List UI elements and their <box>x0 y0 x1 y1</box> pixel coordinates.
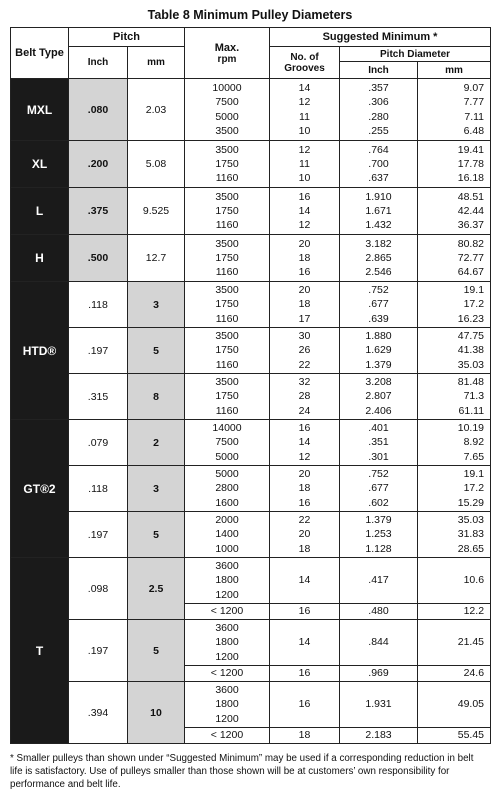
pd-inch-cell-value: 2.807 <box>365 390 392 403</box>
pd-inch-cell-value: .764 <box>368 143 389 156</box>
pd-mm-cell-value: 6.48 <box>463 124 485 137</box>
pd-inch-cell <box>340 374 418 420</box>
grooves-cell-value: 22 <box>298 514 311 527</box>
pitch-inch-cell: .118 <box>69 282 128 328</box>
pd-mm-cell <box>418 512 491 558</box>
header-pd-inch: Inch <box>340 62 418 79</box>
grooves-cell <box>270 374 340 420</box>
pitch-mm-cell: 10 <box>128 682 185 744</box>
pd-mm-cell <box>418 141 491 188</box>
grooves-cell: 18 <box>270 728 340 744</box>
grooves-cell-value: 20 <box>298 237 311 250</box>
pitch-inch-cell: .197 <box>69 328 128 374</box>
pd-mm-cell-value: 35.03 <box>457 514 485 527</box>
pitch-mm-cell: 5 <box>128 620 185 682</box>
grooves-cell: 16 <box>270 666 340 682</box>
pd-inch-cell-value: .752 <box>368 284 389 297</box>
header-max-rpm <box>185 28 270 79</box>
pd-mm-cell-value: 19.1 <box>463 284 485 297</box>
rpm-cell <box>185 374 270 420</box>
pitch-mm-cell: 3 <box>128 466 185 512</box>
header-pitch: Pitch <box>69 28 185 47</box>
pd-inch-cell-value: .255 <box>368 124 389 137</box>
table-row <box>11 141 491 188</box>
rpm-cell-value: 1750 <box>215 344 239 357</box>
belt-type-cell: T <box>11 558 69 744</box>
rpm-cell-value: 3600 <box>215 560 239 573</box>
rpm-cell-value: 1160 <box>215 404 239 417</box>
pd-inch-cell <box>340 328 418 374</box>
grooves-cell <box>270 282 340 328</box>
grooves-cell-value: 24 <box>298 404 311 417</box>
pitch-inch-cell: .315 <box>69 374 128 420</box>
pd-inch-cell-value: 1.629 <box>365 344 392 357</box>
rpm-cell-value: 2800 <box>215 482 239 495</box>
pd-mm-cell-value: 36.37 <box>457 219 485 232</box>
grooves-cell <box>270 466 340 512</box>
pd-mm-cell-value: 48.51 <box>457 190 485 203</box>
pd-mm-cell-value: 47.75 <box>457 330 485 343</box>
grooves-cell-value: 32 <box>298 376 311 389</box>
pd-inch-cell-value: 2.546 <box>365 266 392 279</box>
belt-type-cell: GT®2 <box>11 420 69 558</box>
rpm-cell: < 1200 <box>185 728 270 744</box>
rpm-cell-value: 1200 <box>215 712 239 725</box>
pd-inch-cell-value: .306 <box>368 96 389 109</box>
pitch-inch-cell: .375 <box>69 188 128 235</box>
pd-inch-cell-value: 3.208 <box>365 376 392 389</box>
pitch-inch-cell: .098 <box>69 558 128 620</box>
grooves-cell-value: 30 <box>298 330 311 343</box>
footnote <box>10 752 490 791</box>
grooves-cell-value: 14 <box>298 436 311 449</box>
table-row <box>11 79 491 141</box>
pd-mm-cell <box>418 420 491 466</box>
rpm-cell-value: 1750 <box>215 157 239 170</box>
rpm-cell <box>185 188 270 235</box>
pd-mm-cell-value: 17.78 <box>457 157 485 170</box>
grooves-cell-value: 12 <box>298 219 311 232</box>
pd-mm-cell-value: 7.65 <box>463 450 485 463</box>
pd-mm-cell-value: 16.23 <box>457 312 485 325</box>
pd-mm-cell-value: 41.38 <box>457 344 485 357</box>
table-row <box>11 282 491 328</box>
pd-mm-cell <box>418 79 491 141</box>
rpm-cell-value: 1400 <box>215 528 239 541</box>
grooves-cell-value: 12 <box>298 450 311 463</box>
pd-mm-cell-value: 15.29 <box>457 496 485 509</box>
pd-mm-cell <box>418 235 491 282</box>
pd-inch-cell-value: 1.910 <box>365 190 392 203</box>
pd-mm-cell-value: 17.2 <box>463 482 485 495</box>
rpm-cell-value: 1600 <box>215 496 239 509</box>
table-row <box>11 512 491 558</box>
grooves-cell-value: 28 <box>298 390 311 403</box>
grooves-cell <box>270 420 340 466</box>
rpm-cell-value: 5000 <box>215 110 239 123</box>
pd-inch-cell-value: .351 <box>368 436 389 449</box>
grooves-cell-value: 10 <box>298 124 311 137</box>
pd-mm-cell-value: 61.11 <box>458 404 485 417</box>
rpm-cell-value: 3500 <box>215 190 239 203</box>
header-pitch-mm: mm <box>128 47 185 79</box>
pitch-inch-cell: .394 <box>69 682 128 744</box>
pd-mm-cell-value: 7.11 <box>464 110 485 123</box>
pd-inch-cell-value: 3.182 <box>365 237 392 250</box>
table-row <box>11 188 491 235</box>
pd-mm-cell-value: 9.07 <box>463 82 485 95</box>
grooves-cell-value: 16 <box>298 190 311 203</box>
pd-mm-cell-value: 17.2 <box>463 298 485 311</box>
grooves-cell-value: 26 <box>298 344 311 357</box>
pd-inch-cell-value: .602 <box>368 496 389 509</box>
pd-inch-cell-value: .677 <box>368 298 389 311</box>
rpm-cell-value: 1160 <box>215 266 239 279</box>
pd-mm-cell-value: 71.3 <box>463 390 485 403</box>
grooves-cell-value: 16 <box>298 496 311 509</box>
rpm-cell-value: 10000 <box>212 82 242 95</box>
header-suggested-minimum: Suggested Minimum * <box>270 28 491 47</box>
pd-mm-cell: 21.45 <box>418 620 491 666</box>
pd-inch-cell-value: .280 <box>368 110 389 123</box>
pd-mm-cell-value: 42.44 <box>457 204 485 217</box>
pitch-inch-cell: .079 <box>69 420 128 466</box>
rpm-cell-value: 3500 <box>215 124 239 137</box>
grooves-cell-value: 12 <box>298 143 311 156</box>
table-row <box>11 466 491 512</box>
pd-inch-cell: 1.931 <box>340 682 418 728</box>
pd-inch-cell-value: 1.379 <box>365 358 392 371</box>
grooves-cell-value: 11 <box>299 157 310 170</box>
grooves-cell-value: 16 <box>298 422 311 435</box>
grooves-cell: 16 <box>270 682 340 728</box>
footnote-line: performance and belt life. <box>10 779 121 790</box>
pitch-mm-cell: 12.7 <box>128 235 185 282</box>
header-max-label: Max. <box>214 41 240 54</box>
pitch-inch-cell: .197 <box>69 512 128 558</box>
rpm-cell-value: 1750 <box>215 251 239 264</box>
rpm-cell <box>185 282 270 328</box>
pd-inch-cell <box>340 466 418 512</box>
belt-type-cell: H <box>11 235 69 282</box>
pitch-mm-cell: 8 <box>128 374 185 420</box>
grooves-cell-value: 18 <box>298 542 311 555</box>
rpm-cell-value: 1000 <box>215 542 239 555</box>
grooves-cell <box>270 328 340 374</box>
pd-inch-cell-value: .639 <box>368 312 389 325</box>
pitch-inch-cell: .118 <box>69 466 128 512</box>
pd-mm-cell-value: 72.77 <box>457 251 485 264</box>
table-row <box>11 235 491 282</box>
grooves-cell <box>270 79 340 141</box>
grooves-cell-value: 17 <box>298 312 311 325</box>
rpm-cell-value: 2000 <box>215 514 239 527</box>
pd-mm-cell-value: 19.41 <box>457 143 485 156</box>
grooves-cell <box>270 235 340 282</box>
pd-inch-cell: .844 <box>340 620 418 666</box>
pitch-inch-cell: .200 <box>69 141 128 188</box>
pd-inch-cell-value: .301 <box>368 450 389 463</box>
grooves-cell-value: 18 <box>298 298 311 311</box>
rpm-cell <box>185 558 270 604</box>
pd-mm-cell-value: 81.48 <box>457 376 485 389</box>
grooves-cell-value: 18 <box>298 482 311 495</box>
belt-type-cell: HTD® <box>11 282 69 420</box>
pitch-mm-cell: 5 <box>128 512 185 558</box>
pd-mm-cell: 24.6 <box>418 666 491 682</box>
rpm-cell-value: 1800 <box>215 698 239 711</box>
pd-inch-cell-value: 2.406 <box>365 404 392 417</box>
rpm-cell-value: 3500 <box>215 376 239 389</box>
rpm-cell-value: 3600 <box>215 684 239 697</box>
pitch-inch-cell: .080 <box>69 79 128 141</box>
pd-mm-cell <box>418 282 491 328</box>
table-title: Table 8 Minimum Pulley Diameters <box>147 8 353 22</box>
pd-inch-cell: 2.183 <box>340 728 418 744</box>
grooves-cell-value: 14 <box>298 82 311 95</box>
rpm-cell-value: 1800 <box>215 574 239 587</box>
pitch-mm-cell: 2.03 <box>128 79 185 141</box>
belt-type-cell: XL <box>11 141 69 188</box>
grooves-cell <box>270 512 340 558</box>
pd-inch-cell-value: 1.671 <box>365 204 392 217</box>
rpm-cell-value: 1160 <box>215 172 239 185</box>
pd-inch-cell <box>340 420 418 466</box>
rpm-cell <box>185 512 270 558</box>
rpm-cell-value: 1800 <box>215 636 239 649</box>
header-rpm-label: rpm <box>217 53 237 65</box>
pd-mm-cell-value: 8.92 <box>463 436 485 449</box>
pd-inch-cell-value: .637 <box>368 172 389 185</box>
table-row <box>11 620 491 666</box>
grooves-cell-value: 12 <box>298 96 311 109</box>
header-pitch-inch: Inch <box>69 47 128 79</box>
pd-inch-cell <box>340 235 418 282</box>
table-row <box>11 420 491 466</box>
rpm-cell: < 1200 <box>185 666 270 682</box>
rpm-cell <box>185 235 270 282</box>
pulley-diameter-table <box>10 27 491 744</box>
grooves-cell-value: 18 <box>298 251 311 264</box>
pd-inch-cell <box>340 188 418 235</box>
rpm-cell <box>185 420 270 466</box>
pd-mm-cell-value: 10.19 <box>457 422 485 435</box>
rpm-cell-value: 7500 <box>215 436 239 449</box>
pd-inch-cell <box>340 512 418 558</box>
grooves-cell <box>270 141 340 188</box>
pd-inch-cell <box>340 141 418 188</box>
footnote-line: life is satisfactory. Use of pulleys smaller than those shown will be at customers’ own responsibility for <box>10 766 450 777</box>
grooves-cell-value: 22 <box>298 358 311 371</box>
grooves-cell-value: 20 <box>298 528 311 541</box>
pd-mm-cell: 12.2 <box>418 604 491 620</box>
pd-inch-cell-value: 1.379 <box>365 514 392 527</box>
rpm-cell-value: 1200 <box>215 588 239 601</box>
grooves-cell-value: 20 <box>298 468 311 481</box>
header-pd-mm: mm <box>418 62 491 79</box>
table-row <box>11 682 491 728</box>
rpm-cell-value: 3500 <box>215 143 239 156</box>
grooves-cell: 14 <box>270 620 340 666</box>
pitch-inch-cell: .197 <box>69 620 128 682</box>
rpm-cell-value: 14000 <box>212 422 242 435</box>
pd-mm-cell-value: 31.83 <box>457 528 485 541</box>
pd-inch-cell-value: 1.253 <box>365 528 392 541</box>
grooves-cell-value: 14 <box>298 204 311 217</box>
pitch-mm-cell: 2 <box>128 420 185 466</box>
rpm-cell-value: 3500 <box>215 237 239 250</box>
pitch-mm-cell: 2.5 <box>128 558 185 620</box>
pd-inch-cell: .480 <box>340 604 418 620</box>
pd-mm-cell-value: 35.03 <box>457 358 485 371</box>
header-belt-type: Belt Type <box>11 28 69 79</box>
footnote-line: * Smaller pulleys than shown under “Suggested Minimum” may be used if a corresponding reduction in belt <box>10 753 474 764</box>
rpm-cell-value: 7500 <box>215 96 239 109</box>
pd-mm-cell-value: 80.82 <box>457 237 485 250</box>
pd-inch-cell-value: 1.432 <box>365 219 392 232</box>
pd-inch-cell <box>340 79 418 141</box>
pd-inch-cell: .417 <box>340 558 418 604</box>
grooves-cell-value: 16 <box>298 266 311 279</box>
header-grooves: No. of Grooves <box>270 47 340 79</box>
pd-mm-cell <box>418 466 491 512</box>
rpm-cell <box>185 620 270 666</box>
grooves-cell: 16 <box>270 604 340 620</box>
pd-mm-cell-value: 16.18 <box>457 172 485 185</box>
pitch-inch-cell: .500 <box>69 235 128 282</box>
pd-mm-cell <box>418 328 491 374</box>
pitch-mm-cell: 5 <box>128 328 185 374</box>
header-pitch-diameter: Pitch Diameter <box>340 47 491 62</box>
rpm-cell-value: 3500 <box>215 284 239 297</box>
pitch-mm-cell: 5.08 <box>128 141 185 188</box>
rpm-cell-value: 5000 <box>215 468 239 481</box>
table-row <box>11 328 491 374</box>
grooves-cell-value: 20 <box>298 284 311 297</box>
pd-inch-cell-value: 1.880 <box>365 330 392 343</box>
pd-mm-cell <box>418 374 491 420</box>
pd-mm-cell-value: 28.65 <box>457 542 485 555</box>
pd-mm-cell <box>418 188 491 235</box>
grooves-cell-value: 11 <box>299 110 310 123</box>
table-row <box>11 558 491 604</box>
rpm-cell: < 1200 <box>185 604 270 620</box>
rpm-cell-value: 1750 <box>215 390 239 403</box>
pitch-mm-cell: 3 <box>128 282 185 328</box>
pd-inch-cell-value: .700 <box>368 157 389 170</box>
pd-inch-cell: .969 <box>340 666 418 682</box>
rpm-cell-value: 1160 <box>215 312 239 325</box>
pd-inch-cell-value: .752 <box>368 468 389 481</box>
rpm-cell <box>185 79 270 141</box>
rpm-cell-value: 5000 <box>215 450 239 463</box>
pd-mm-cell: 10.6 <box>418 558 491 604</box>
rpm-cell-value: 1200 <box>215 650 239 663</box>
pd-inch-cell-value: 1.128 <box>365 542 392 555</box>
table-row <box>11 374 491 420</box>
rpm-cell-value: 1750 <box>215 298 239 311</box>
pitch-mm-cell: 9.525 <box>128 188 185 235</box>
rpm-cell-value: 1750 <box>215 204 239 217</box>
pd-inch-cell <box>340 282 418 328</box>
pd-mm-cell: 49.05 <box>418 682 491 728</box>
rpm-cell <box>185 682 270 728</box>
pd-mm-cell-value: 19.1 <box>463 468 485 481</box>
belt-type-cell: L <box>11 188 69 235</box>
pd-mm-cell-value: 7.77 <box>463 96 485 109</box>
pd-mm-cell-value: 64.67 <box>457 266 485 279</box>
rpm-cell <box>185 141 270 188</box>
grooves-cell: 14 <box>270 558 340 604</box>
pd-inch-cell-value: .401 <box>368 422 389 435</box>
rpm-cell-value: 1160 <box>215 219 239 232</box>
belt-type-cell: MXL <box>11 79 69 141</box>
grooves-cell <box>270 188 340 235</box>
rpm-cell <box>185 466 270 512</box>
pd-inch-cell-value: .677 <box>368 482 389 495</box>
rpm-cell-value: 3500 <box>215 330 239 343</box>
rpm-cell-value: 1160 <box>215 358 239 371</box>
pd-inch-cell-value: .357 <box>368 82 389 95</box>
pd-inch-cell-value: 2.865 <box>365 251 392 264</box>
rpm-cell-value: 3600 <box>215 622 239 635</box>
pd-mm-cell: 55.45 <box>418 728 491 744</box>
rpm-cell <box>185 328 270 374</box>
table-body <box>11 79 491 744</box>
grooves-cell-value: 10 <box>298 172 311 185</box>
